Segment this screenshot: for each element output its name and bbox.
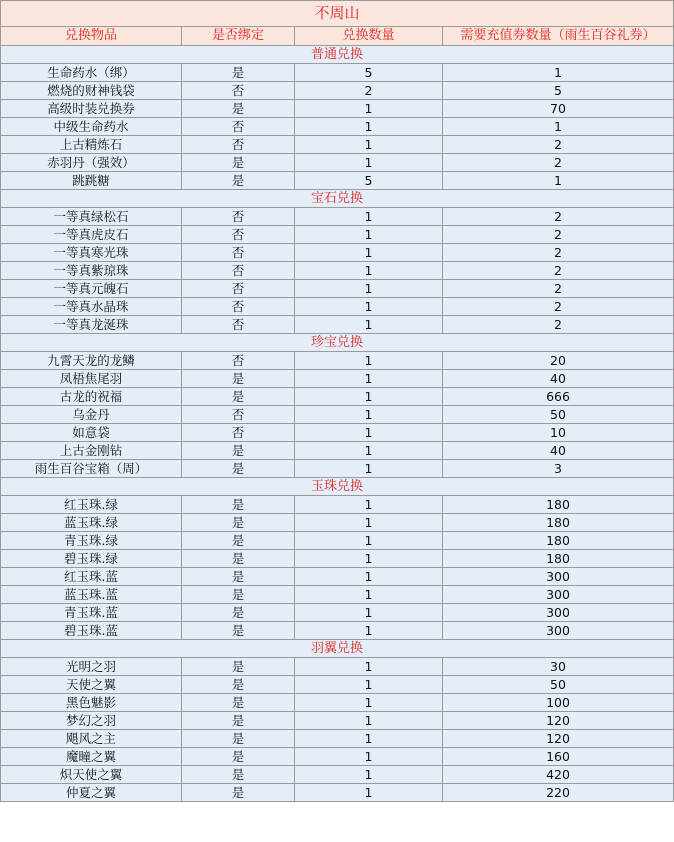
- bound-cell: 否: [182, 118, 295, 136]
- voucher-cost-cell: 40: [443, 442, 674, 460]
- section-title: 羽翼兑换: [1, 640, 674, 658]
- quantity-cell: 1: [295, 550, 443, 568]
- table-row: [1, 154, 674, 172]
- bound-cell: 是: [182, 172, 295, 190]
- table-row: [1, 316, 674, 334]
- voucher-cost-cell: 2: [443, 280, 674, 298]
- bound-cell: 否: [182, 208, 295, 226]
- table-row: [1, 370, 674, 388]
- bound-cell: 否: [182, 406, 295, 424]
- quantity-cell: 1: [295, 658, 443, 676]
- voucher-cost-cell: 50: [443, 406, 674, 424]
- section-row: [1, 190, 674, 208]
- header-voucher-cost: 需要充值券数量（雨生百谷礼券）: [443, 27, 674, 46]
- quantity-cell: 2: [295, 82, 443, 100]
- table-row: [1, 262, 674, 280]
- quantity-cell: 1: [295, 748, 443, 766]
- quantity-cell: 1: [295, 442, 443, 460]
- table-row: [1, 172, 674, 190]
- voucher-cost-cell: 70: [443, 100, 674, 118]
- voucher-cost-cell: 2: [443, 136, 674, 154]
- voucher-cost-cell: 2: [443, 298, 674, 316]
- bound-cell: 是: [182, 604, 295, 622]
- header-item: 兑换物品: [1, 27, 182, 46]
- item-name-cell: 碧玉珠.蓝: [1, 622, 182, 640]
- table-row: [1, 568, 674, 586]
- table-row: [1, 244, 674, 262]
- table-row: [1, 514, 674, 532]
- voucher-cost-cell: 180: [443, 532, 674, 550]
- quantity-cell: 1: [295, 784, 443, 802]
- quantity-cell: 1: [295, 388, 443, 406]
- voucher-cost-cell: 2: [443, 208, 674, 226]
- voucher-cost-cell: 1: [443, 64, 674, 82]
- table-row: [1, 64, 674, 82]
- voucher-cost-cell: 50: [443, 676, 674, 694]
- section-title: 玉珠兑换: [1, 478, 674, 496]
- item-name-cell: 九霄天龙的龙鳞: [1, 352, 182, 370]
- bound-cell: 否: [182, 424, 295, 442]
- voucher-cost-cell: 1: [443, 172, 674, 190]
- bound-cell: 是: [182, 154, 295, 172]
- bound-cell: 是: [182, 568, 295, 586]
- voucher-cost-cell: 120: [443, 730, 674, 748]
- bound-cell: 是: [182, 766, 295, 784]
- bound-cell: 是: [182, 712, 295, 730]
- bound-cell: 是: [182, 514, 295, 532]
- item-name-cell: 乌金丹: [1, 406, 182, 424]
- table-row: [1, 766, 674, 784]
- bound-cell: 是: [182, 694, 295, 712]
- table-row: [1, 532, 674, 550]
- item-name-cell: 魔瞳之翼: [1, 748, 182, 766]
- bound-cell: 是: [182, 676, 295, 694]
- bound-cell: 是: [182, 388, 295, 406]
- item-name-cell: 如意袋: [1, 424, 182, 442]
- quantity-cell: 1: [295, 226, 443, 244]
- quantity-cell: 1: [295, 496, 443, 514]
- bound-cell: 否: [182, 244, 295, 262]
- quantity-cell: 1: [295, 370, 443, 388]
- item-name-cell: 天使之翼: [1, 676, 182, 694]
- quantity-cell: 1: [295, 622, 443, 640]
- table-row: [1, 388, 674, 406]
- voucher-cost-cell: 180: [443, 514, 674, 532]
- table-row: [1, 226, 674, 244]
- item-name-cell: 红玉珠.绿: [1, 496, 182, 514]
- bound-cell: 是: [182, 622, 295, 640]
- item-name-cell: 光明之羽: [1, 658, 182, 676]
- table-row: [1, 118, 674, 136]
- voucher-cost-cell: 30: [443, 658, 674, 676]
- section-title: 普通兑换: [1, 46, 674, 64]
- item-name-cell: 仲夏之翼: [1, 784, 182, 802]
- table-row: [1, 442, 674, 460]
- item-name-cell: 一等真虎皮石: [1, 226, 182, 244]
- header-row: [1, 27, 674, 46]
- item-name-cell: 跳跳糖: [1, 172, 182, 190]
- quantity-cell: 5: [295, 172, 443, 190]
- table-row: [1, 748, 674, 766]
- quantity-cell: 1: [295, 208, 443, 226]
- quantity-cell: 1: [295, 568, 443, 586]
- voucher-cost-cell: 420: [443, 766, 674, 784]
- item-name-cell: 青玉珠.蓝: [1, 604, 182, 622]
- voucher-cost-cell: 160: [443, 748, 674, 766]
- item-name-cell: 蓝玉珠.绿: [1, 514, 182, 532]
- quantity-cell: 1: [295, 514, 443, 532]
- table-row: [1, 730, 674, 748]
- voucher-cost-cell: 300: [443, 586, 674, 604]
- voucher-cost-cell: 300: [443, 568, 674, 586]
- item-name-cell: 青玉珠.绿: [1, 532, 182, 550]
- quantity-cell: 1: [295, 154, 443, 172]
- header-bound: 是否绑定: [182, 27, 295, 46]
- quantity-cell: 1: [295, 694, 443, 712]
- bound-cell: 是: [182, 370, 295, 388]
- section-row: [1, 334, 674, 352]
- bound-cell: 是: [182, 64, 295, 82]
- voucher-cost-cell: 20: [443, 352, 674, 370]
- voucher-cost-cell: 2: [443, 154, 674, 172]
- section-row: [1, 478, 674, 496]
- quantity-cell: 1: [295, 424, 443, 442]
- bound-cell: 否: [182, 82, 295, 100]
- bound-cell: 是: [182, 658, 295, 676]
- table-row: [1, 712, 674, 730]
- voucher-cost-cell: 300: [443, 604, 674, 622]
- bound-cell: 是: [182, 460, 295, 478]
- voucher-cost-cell: 2: [443, 226, 674, 244]
- quantity-cell: 1: [295, 352, 443, 370]
- item-name-cell: 古龙的祝福: [1, 388, 182, 406]
- section-row: [1, 640, 674, 658]
- item-name-cell: 红玉珠.蓝: [1, 568, 182, 586]
- quantity-cell: 1: [295, 316, 443, 334]
- quantity-cell: 1: [295, 460, 443, 478]
- bound-cell: 是: [182, 532, 295, 550]
- bound-cell: 是: [182, 442, 295, 460]
- voucher-cost-cell: 220: [443, 784, 674, 802]
- bound-cell: 否: [182, 280, 295, 298]
- table-row: [1, 460, 674, 478]
- bound-cell: 否: [182, 136, 295, 154]
- quantity-cell: 1: [295, 586, 443, 604]
- quantity-cell: 1: [295, 730, 443, 748]
- item-name-cell: 凤梧焦尾羽: [1, 370, 182, 388]
- item-name-cell: 飓风之主: [1, 730, 182, 748]
- voucher-cost-cell: 10: [443, 424, 674, 442]
- quantity-cell: 1: [295, 136, 443, 154]
- table-row: [1, 100, 674, 118]
- item-name-cell: 一等真龙涎珠: [1, 316, 182, 334]
- table-row: [1, 82, 674, 100]
- table-row: [1, 586, 674, 604]
- voucher-cost-cell: 120: [443, 712, 674, 730]
- voucher-cost-cell: 180: [443, 496, 674, 514]
- bound-cell: 是: [182, 586, 295, 604]
- item-name-cell: 梦幻之羽: [1, 712, 182, 730]
- bound-cell: 是: [182, 730, 295, 748]
- bound-cell: 否: [182, 298, 295, 316]
- table-row: [1, 280, 674, 298]
- title-row: [1, 1, 674, 27]
- item-name-cell: 一等真绿松石: [1, 208, 182, 226]
- item-name-cell: 雨生百谷宝箱（周）: [1, 460, 182, 478]
- bound-cell: 否: [182, 226, 295, 244]
- voucher-cost-cell: 100: [443, 694, 674, 712]
- voucher-cost-cell: 666: [443, 388, 674, 406]
- item-name-cell: 生命药水（绑）: [1, 64, 182, 82]
- quantity-cell: 1: [295, 604, 443, 622]
- bound-cell: 是: [182, 748, 295, 766]
- voucher-cost-cell: 180: [443, 550, 674, 568]
- quantity-cell: 1: [295, 262, 443, 280]
- section-row: [1, 46, 674, 64]
- quantity-cell: 1: [295, 100, 443, 118]
- item-name-cell: 燃烧的财神钱袋: [1, 82, 182, 100]
- table-row: [1, 496, 674, 514]
- quantity-cell: 5: [295, 64, 443, 82]
- exchange-table-body: [1, 1, 674, 802]
- section-title: 珍宝兑换: [1, 334, 674, 352]
- quantity-cell: 1: [295, 676, 443, 694]
- item-name-cell: 一等真水晶珠: [1, 298, 182, 316]
- bound-cell: 是: [182, 550, 295, 568]
- voucher-cost-cell: 2: [443, 316, 674, 334]
- quantity-cell: 1: [295, 406, 443, 424]
- voucher-cost-cell: 2: [443, 244, 674, 262]
- quantity-cell: 1: [295, 244, 443, 262]
- item-name-cell: 碧玉珠.绿: [1, 550, 182, 568]
- item-name-cell: 黑色魅影: [1, 694, 182, 712]
- item-name-cell: 高级时装兑换券: [1, 100, 182, 118]
- quantity-cell: 1: [295, 118, 443, 136]
- item-name-cell: 一等真寒光珠: [1, 244, 182, 262]
- table-row: [1, 694, 674, 712]
- item-name-cell: 炽天使之翼: [1, 766, 182, 784]
- item-name-cell: 上古精炼石: [1, 136, 182, 154]
- table-row: [1, 658, 674, 676]
- table-row: [1, 622, 674, 640]
- bound-cell: 是: [182, 784, 295, 802]
- bound-cell: 是: [182, 100, 295, 118]
- table-row: [1, 208, 674, 226]
- table-row: [1, 424, 674, 442]
- quantity-cell: 1: [295, 766, 443, 784]
- table-row: [1, 784, 674, 802]
- voucher-cost-cell: 300: [443, 622, 674, 640]
- item-name-cell: 一等真紫琼珠: [1, 262, 182, 280]
- bound-cell: 否: [182, 316, 295, 334]
- voucher-cost-cell: 2: [443, 262, 674, 280]
- item-name-cell: 赤羽丹（强效）: [1, 154, 182, 172]
- quantity-cell: 1: [295, 532, 443, 550]
- item-name-cell: 一等真元魄石: [1, 280, 182, 298]
- table-row: [1, 550, 674, 568]
- bound-cell: 否: [182, 262, 295, 280]
- header-quantity: 兑换数量: [295, 27, 443, 46]
- voucher-cost-cell: 5: [443, 82, 674, 100]
- table-row: [1, 298, 674, 316]
- section-title: 宝石兑换: [1, 190, 674, 208]
- table-row: [1, 136, 674, 154]
- bound-cell: 否: [182, 352, 295, 370]
- voucher-cost-cell: 1: [443, 118, 674, 136]
- voucher-cost-cell: 40: [443, 370, 674, 388]
- table-row: [1, 604, 674, 622]
- table-row: [1, 676, 674, 694]
- quantity-cell: 1: [295, 280, 443, 298]
- table-row: [1, 352, 674, 370]
- quantity-cell: 1: [295, 298, 443, 316]
- item-name-cell: 中级生命药水: [1, 118, 182, 136]
- quantity-cell: 1: [295, 712, 443, 730]
- sheet-title: 不周山: [1, 1, 674, 27]
- item-name-cell: 蓝玉珠.蓝: [1, 586, 182, 604]
- voucher-cost-cell: 3: [443, 460, 674, 478]
- bound-cell: 是: [182, 496, 295, 514]
- table-row: [1, 406, 674, 424]
- item-name-cell: 上古金刚钻: [1, 442, 182, 460]
